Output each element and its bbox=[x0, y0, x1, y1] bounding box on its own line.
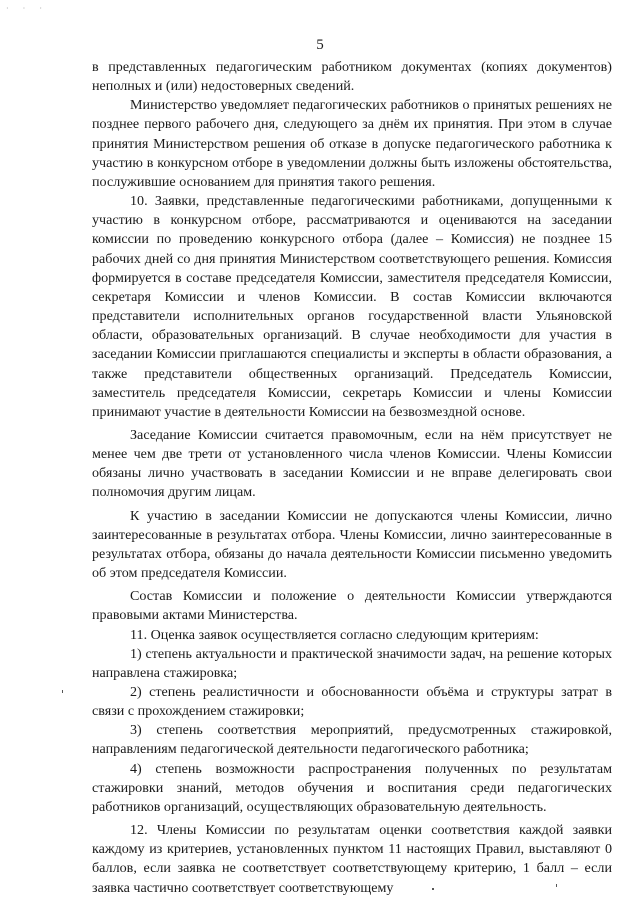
paragraph-item-10: 10. Заявки, представленные педагогическими работниками, допущенными к участию в конкурсном отборе, рассматриваются и оцениваются на заседании комиссии по проведению конкурсного отбора (далее – Комиссия) не позднее 15 рабочих дней со дня принятия Министерством соответствующего решения. Комиссия формируется в составе председателя Комиссии, заместителя председателя Комиссии, секретаря Комиссии и членов Комиссии. В состав Комиссии включаются представители исполнительных органов государственной власти Ульяновской области, образовательных организаций. В случае необходимости для участия в заседании Комиссии приглашаются специалисты и эксперты в области образования, а также представители общественных организаций. Председатель Комиссии, заместитель председателя Комиссии, секретарь Комиссии и члены Комиссии принимают участие в деятельности Комиссии на безвозмездной основе. bbox=[92, 193, 612, 420]
paragraph-item-12: 12. Члены Комиссии по результатам оценки соответствия каждой заявки каждому из критериев, установленных пунктом 11 настоящих Правил, выставляют 0 баллов, если заявка не соответствует соответствующему критерию, 1 балл – если заявка частично соответствует соответствующему bbox=[92, 822, 612, 896]
paragraph-quorum: Заседание Комиссии считается правомочным, если на нём присутствует не менее чем две трети от установленного числа членов Комиссии. Члены Комиссии обязаны лично участвовать в заседании Комиссии и не вправе делегировать свои полномочия другим лицам. bbox=[92, 426, 612, 501]
criterion-1: 1) степень актуальности и практической значимости задач, на решение которых направлена стажировка; bbox=[92, 645, 612, 681]
scan-mark bbox=[556, 884, 557, 887]
paragraph-continuation: в представленных педагогическим работником документах (копиях документов) неполных и (или) недостоверных сведений. bbox=[92, 59, 612, 95]
paragraph-notification: Министерство уведомляет педагогических работников о принятых решениях не позднее первого рабочего дня, следующего за днём их принятия. При этом в случае принятия Министерством решения об отказе в допуске педагогического работника к участию в конкурсном отборе в уведомлении должны быть изложены обстоятельства, послужившие основанием для принятия такого решения. bbox=[92, 97, 612, 190]
page-number: 5 bbox=[316, 37, 324, 53]
paragraph-item-11: 11. Оценка заявок осуществляется согласно следующим критериям: bbox=[130, 626, 539, 643]
scan-mark bbox=[432, 888, 434, 890]
document-body bbox=[92, 58, 612, 898]
criterion-3: 3) степень соответствия мероприятий, предусмотренных стажировкой, направлениям педагогической деятельности педагогического работника; bbox=[92, 722, 612, 758]
criterion-4: 4) степень возможности распространения полученных по результатам стажировки знаний, методов обучения и воспитания среди педагогических работников организаций, осуществляющих образовательную деятельность. bbox=[92, 760, 612, 815]
scan-artifact: · · · bbox=[6, 4, 48, 13]
paragraph-composition: Состав Комиссии и положение о деятельности Комиссии утверждаются правовыми актами Министерства. bbox=[92, 588, 612, 624]
paragraph-conflict-of-interest: К участию в заседании Комиссии не допускаются члены Комиссии, лично заинтересованные в результатах отбора. Члены Комиссии, лично заинтересованные в результатах отбора, обязаны до начала деятельности Комиссии письменно уведомить об этом председателя Комиссии. bbox=[92, 507, 612, 582]
scan-mark bbox=[62, 690, 63, 693]
criterion-2: 2) степень реалистичности и обоснованности объёма и структуры затрат в связи с прохождением стажировки; bbox=[92, 684, 612, 720]
